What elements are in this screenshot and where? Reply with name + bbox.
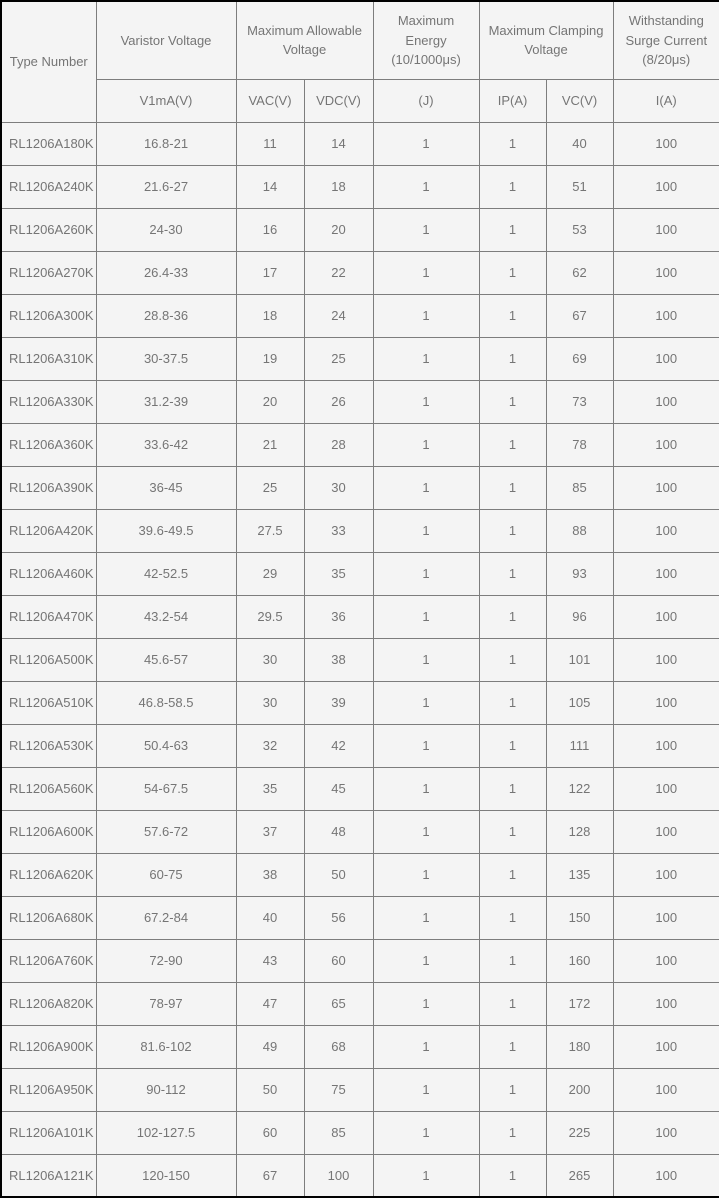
value-cell: 45.6-57 xyxy=(96,638,236,681)
value-cell: 25 xyxy=(236,466,304,509)
type-number-cell: RL1206A360K xyxy=(1,423,96,466)
value-cell: 225 xyxy=(546,1111,613,1154)
value-cell: 11 xyxy=(236,122,304,165)
table-row xyxy=(1,423,719,466)
value-cell: 105 xyxy=(546,681,613,724)
value-cell: 24-30 xyxy=(96,208,236,251)
value-cell: 1 xyxy=(479,337,546,380)
value-cell: 1 xyxy=(373,939,479,982)
value-cell: 1 xyxy=(373,896,479,939)
table-row xyxy=(1,251,719,294)
value-cell: 1 xyxy=(373,810,479,853)
value-cell: 135 xyxy=(546,853,613,896)
value-cell: 1 xyxy=(479,1068,546,1111)
header-type-number: Type Number xyxy=(1,1,96,122)
value-cell: 100 xyxy=(613,208,719,251)
value-cell: 81.6-102 xyxy=(96,1025,236,1068)
type-number-cell: RL1206A470K xyxy=(1,595,96,638)
table-row xyxy=(1,1154,719,1197)
value-cell: 60-75 xyxy=(96,853,236,896)
value-cell: 1 xyxy=(479,122,546,165)
type-number-cell: RL1206A121K xyxy=(1,1154,96,1197)
value-cell: 1 xyxy=(479,767,546,810)
value-cell: 1 xyxy=(373,122,479,165)
value-cell: 1 xyxy=(479,595,546,638)
value-cell: 100 xyxy=(613,251,719,294)
value-cell: 75 xyxy=(304,1068,373,1111)
type-number-cell: RL1206A510K xyxy=(1,681,96,724)
value-cell: 200 xyxy=(546,1068,613,1111)
value-cell: 100 xyxy=(613,466,719,509)
table-row xyxy=(1,767,719,810)
value-cell: 1 xyxy=(373,638,479,681)
value-cell: 24 xyxy=(304,294,373,337)
type-number-cell: RL1206A680K xyxy=(1,896,96,939)
type-number-cell: RL1206A760K xyxy=(1,939,96,982)
value-cell: 60 xyxy=(304,939,373,982)
type-number-cell: RL1206A101K xyxy=(1,1111,96,1154)
header-max-energy: Maximum Energy (10/1000μs) xyxy=(373,1,479,79)
value-cell: 33.6-42 xyxy=(96,423,236,466)
value-cell: 100 xyxy=(613,337,719,380)
value-cell: 1 xyxy=(373,853,479,896)
type-number-cell: RL1206A530K xyxy=(1,724,96,767)
value-cell: 172 xyxy=(546,982,613,1025)
value-cell: 1 xyxy=(479,380,546,423)
table-row xyxy=(1,294,719,337)
value-cell: 1 xyxy=(373,509,479,552)
value-cell: 21.6-27 xyxy=(96,165,236,208)
value-cell: 62 xyxy=(546,251,613,294)
value-cell: 35 xyxy=(304,552,373,595)
value-cell: 50 xyxy=(236,1068,304,1111)
type-number-cell: RL1206A270K xyxy=(1,251,96,294)
value-cell: 100 xyxy=(304,1154,373,1197)
value-cell: 22 xyxy=(304,251,373,294)
table-row xyxy=(1,681,719,724)
value-cell: 19 xyxy=(236,337,304,380)
type-number-cell: RL1206A180K xyxy=(1,122,96,165)
value-cell: 36 xyxy=(304,595,373,638)
value-cell: 120-150 xyxy=(96,1154,236,1197)
value-cell: 28.8-36 xyxy=(96,294,236,337)
header-unit-v1ma: V1mA(V) xyxy=(96,79,236,122)
value-cell: 1 xyxy=(373,251,479,294)
value-cell: 28 xyxy=(304,423,373,466)
table-body xyxy=(1,122,719,1197)
table-row xyxy=(1,853,719,896)
value-cell: 39 xyxy=(304,681,373,724)
table-row xyxy=(1,337,719,380)
value-cell: 36-45 xyxy=(96,466,236,509)
value-cell: 72-90 xyxy=(96,939,236,982)
value-cell: 100 xyxy=(613,122,719,165)
header-max-clamping-voltage: Maximum Clamping Voltage xyxy=(479,1,613,79)
value-cell: 1 xyxy=(479,982,546,1025)
table-row xyxy=(1,896,719,939)
value-cell: 1 xyxy=(479,509,546,552)
value-cell: 18 xyxy=(236,294,304,337)
value-cell: 100 xyxy=(613,294,719,337)
value-cell: 1 xyxy=(373,1068,479,1111)
table-row xyxy=(1,724,719,767)
value-cell: 100 xyxy=(613,1111,719,1154)
value-cell: 100 xyxy=(613,1068,719,1111)
value-cell: 160 xyxy=(546,939,613,982)
value-cell: 1 xyxy=(373,982,479,1025)
value-cell: 102-127.5 xyxy=(96,1111,236,1154)
header-unit-vdc: VDC(V) xyxy=(304,79,373,122)
table-row xyxy=(1,982,719,1025)
value-cell: 56 xyxy=(304,896,373,939)
value-cell: 1 xyxy=(479,939,546,982)
value-cell: 78-97 xyxy=(96,982,236,1025)
value-cell: 1 xyxy=(479,423,546,466)
value-cell: 40 xyxy=(236,896,304,939)
value-cell: 1 xyxy=(373,165,479,208)
value-cell: 1 xyxy=(479,638,546,681)
table-row xyxy=(1,638,719,681)
value-cell: 20 xyxy=(304,208,373,251)
value-cell: 1 xyxy=(373,380,479,423)
value-cell: 35 xyxy=(236,767,304,810)
value-cell: 93 xyxy=(546,552,613,595)
value-cell: 1 xyxy=(479,724,546,767)
table-row xyxy=(1,1111,719,1154)
value-cell: 25 xyxy=(304,337,373,380)
value-cell: 51 xyxy=(546,165,613,208)
value-cell: 18 xyxy=(304,165,373,208)
value-cell: 100 xyxy=(613,1025,719,1068)
value-cell: 40 xyxy=(546,122,613,165)
type-number-cell: RL1206A300K xyxy=(1,294,96,337)
value-cell: 1 xyxy=(373,423,479,466)
value-cell: 85 xyxy=(304,1111,373,1154)
type-number-cell: RL1206A240K xyxy=(1,165,96,208)
table-row xyxy=(1,509,719,552)
value-cell: 1 xyxy=(373,767,479,810)
value-cell: 68 xyxy=(304,1025,373,1068)
header-row-groups xyxy=(1,1,719,79)
value-cell: 27.5 xyxy=(236,509,304,552)
table-row xyxy=(1,1025,719,1068)
value-cell: 31.2-39 xyxy=(96,380,236,423)
value-cell: 100 xyxy=(613,982,719,1025)
table-row xyxy=(1,1068,719,1111)
value-cell: 50.4-63 xyxy=(96,724,236,767)
value-cell: 21 xyxy=(236,423,304,466)
value-cell: 1 xyxy=(373,552,479,595)
table-header xyxy=(1,1,719,122)
value-cell: 47 xyxy=(236,982,304,1025)
value-cell: 265 xyxy=(546,1154,613,1197)
value-cell: 45 xyxy=(304,767,373,810)
value-cell: 50 xyxy=(304,853,373,896)
value-cell: 67 xyxy=(236,1154,304,1197)
value-cell: 57.6-72 xyxy=(96,810,236,853)
value-cell: 1 xyxy=(479,1111,546,1154)
type-number-cell: RL1206A560K xyxy=(1,767,96,810)
value-cell: 43.2-54 xyxy=(96,595,236,638)
value-cell: 39.6-49.5 xyxy=(96,509,236,552)
value-cell: 16.8-21 xyxy=(96,122,236,165)
value-cell: 1 xyxy=(373,1154,479,1197)
value-cell: 78 xyxy=(546,423,613,466)
type-number-cell: RL1206A950K xyxy=(1,1068,96,1111)
value-cell: 1 xyxy=(479,810,546,853)
header-surge-current: Withstanding Surge Current (8/20μs) xyxy=(613,1,719,79)
table-row xyxy=(1,122,719,165)
value-cell: 1 xyxy=(479,681,546,724)
value-cell: 49 xyxy=(236,1025,304,1068)
value-cell: 37 xyxy=(236,810,304,853)
value-cell: 100 xyxy=(613,853,719,896)
header-row-units xyxy=(1,79,719,122)
value-cell: 85 xyxy=(546,466,613,509)
header-unit-i: I(A) xyxy=(613,79,719,122)
value-cell: 100 xyxy=(613,681,719,724)
value-cell: 1 xyxy=(373,337,479,380)
header-unit-vc: VC(V) xyxy=(546,79,613,122)
value-cell: 1 xyxy=(373,681,479,724)
type-number-cell: RL1206A310K xyxy=(1,337,96,380)
value-cell: 100 xyxy=(613,896,719,939)
value-cell: 100 xyxy=(613,595,719,638)
value-cell: 54-67.5 xyxy=(96,767,236,810)
value-cell: 100 xyxy=(613,767,719,810)
value-cell: 1 xyxy=(479,251,546,294)
value-cell: 100 xyxy=(613,423,719,466)
value-cell: 20 xyxy=(236,380,304,423)
header-unit-ip: IP(A) xyxy=(479,79,546,122)
table-row xyxy=(1,810,719,853)
type-number-cell: RL1206A390K xyxy=(1,466,96,509)
value-cell: 150 xyxy=(546,896,613,939)
value-cell: 1 xyxy=(373,466,479,509)
value-cell: 1 xyxy=(479,1025,546,1068)
value-cell: 60 xyxy=(236,1111,304,1154)
value-cell: 111 xyxy=(546,724,613,767)
value-cell: 100 xyxy=(613,810,719,853)
value-cell: 30 xyxy=(304,466,373,509)
value-cell: 42-52.5 xyxy=(96,552,236,595)
value-cell: 100 xyxy=(613,724,719,767)
value-cell: 29.5 xyxy=(236,595,304,638)
type-number-cell: RL1206A500K xyxy=(1,638,96,681)
value-cell: 90-112 xyxy=(96,1068,236,1111)
value-cell: 100 xyxy=(613,552,719,595)
value-cell: 1 xyxy=(479,294,546,337)
table-row xyxy=(1,165,719,208)
table-row xyxy=(1,552,719,595)
value-cell: 100 xyxy=(613,509,719,552)
value-cell: 100 xyxy=(613,165,719,208)
value-cell: 1 xyxy=(373,724,479,767)
type-number-cell: RL1206A260K xyxy=(1,208,96,251)
value-cell: 16 xyxy=(236,208,304,251)
value-cell: 1 xyxy=(373,208,479,251)
value-cell: 67.2-84 xyxy=(96,896,236,939)
value-cell: 1 xyxy=(373,294,479,337)
value-cell: 100 xyxy=(613,638,719,681)
value-cell: 100 xyxy=(613,380,719,423)
header-varistor-voltage: Varistor Voltage xyxy=(96,1,236,79)
value-cell: 67 xyxy=(546,294,613,337)
value-cell: 73 xyxy=(546,380,613,423)
value-cell: 48 xyxy=(304,810,373,853)
value-cell: 38 xyxy=(304,638,373,681)
value-cell: 14 xyxy=(304,122,373,165)
value-cell: 46.8-58.5 xyxy=(96,681,236,724)
value-cell: 53 xyxy=(546,208,613,251)
value-cell: 38 xyxy=(236,853,304,896)
value-cell: 33 xyxy=(304,509,373,552)
value-cell: 1 xyxy=(479,165,546,208)
type-number-cell: RL1206A600K xyxy=(1,810,96,853)
value-cell: 43 xyxy=(236,939,304,982)
value-cell: 1 xyxy=(373,1025,479,1068)
value-cell: 1 xyxy=(373,595,479,638)
value-cell: 14 xyxy=(236,165,304,208)
value-cell: 128 xyxy=(546,810,613,853)
value-cell: 1 xyxy=(479,208,546,251)
value-cell: 69 xyxy=(546,337,613,380)
type-number-cell: RL1206A460K xyxy=(1,552,96,595)
value-cell: 1 xyxy=(479,1154,546,1197)
value-cell: 17 xyxy=(236,251,304,294)
value-cell: 29 xyxy=(236,552,304,595)
type-number-cell: RL1206A620K xyxy=(1,853,96,896)
value-cell: 30-37.5 xyxy=(96,337,236,380)
value-cell: 26 xyxy=(304,380,373,423)
type-number-cell: RL1206A420K xyxy=(1,509,96,552)
value-cell: 1 xyxy=(479,853,546,896)
table-row xyxy=(1,466,719,509)
value-cell: 100 xyxy=(613,939,719,982)
type-number-cell: RL1206A820K xyxy=(1,982,96,1025)
value-cell: 65 xyxy=(304,982,373,1025)
value-cell: 1 xyxy=(479,896,546,939)
value-cell: 1 xyxy=(479,552,546,595)
table-row xyxy=(1,208,719,251)
value-cell: 30 xyxy=(236,681,304,724)
value-cell: 122 xyxy=(546,767,613,810)
value-cell: 180 xyxy=(546,1025,613,1068)
table-row xyxy=(1,595,719,638)
value-cell: 32 xyxy=(236,724,304,767)
type-number-cell: RL1206A900K xyxy=(1,1025,96,1068)
value-cell: 42 xyxy=(304,724,373,767)
value-cell: 96 xyxy=(546,595,613,638)
value-cell: 26.4-33 xyxy=(96,251,236,294)
table-row xyxy=(1,939,719,982)
table-row xyxy=(1,380,719,423)
value-cell: 100 xyxy=(613,1154,719,1197)
type-number-cell: RL1206A330K xyxy=(1,380,96,423)
value-cell: 1 xyxy=(479,466,546,509)
value-cell: 30 xyxy=(236,638,304,681)
value-cell: 101 xyxy=(546,638,613,681)
value-cell: 88 xyxy=(546,509,613,552)
value-cell: 1 xyxy=(373,1111,479,1154)
header-unit-vac: VAC(V) xyxy=(236,79,304,122)
header-unit-energy: (J) xyxy=(373,79,479,122)
header-max-allowable-voltage: Maximum Allowable Voltage xyxy=(236,1,373,79)
